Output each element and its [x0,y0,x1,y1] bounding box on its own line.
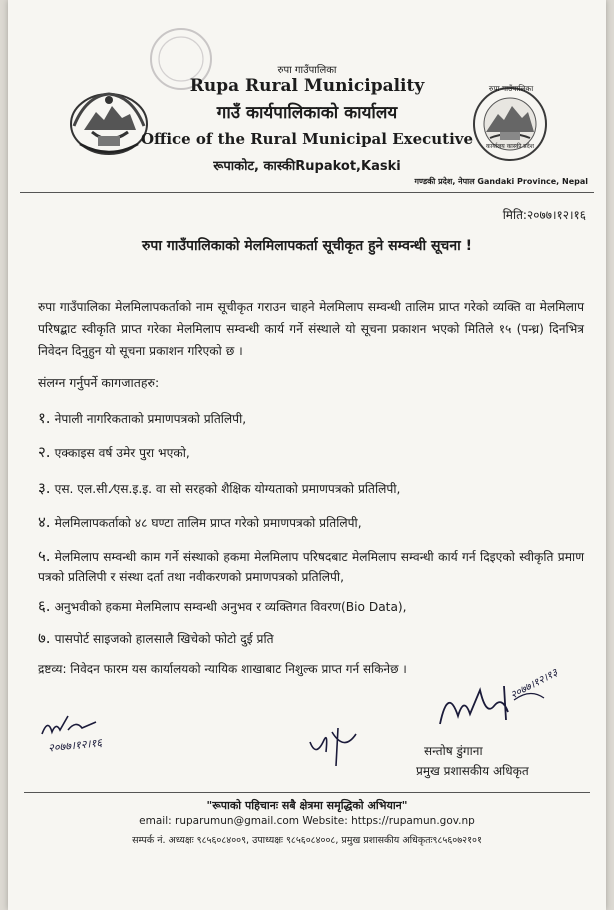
handwritten-date-right: २०७७।१२।१३ [508,666,560,702]
header-divider [20,192,594,193]
right-logo-label: रुपा गाउँपालिका [488,84,534,93]
list-item: ७. पासपोर्ट साइजको हालसालै खिचेको फोटो दुई प्रति [38,629,274,647]
attachments-heading: संलग्न गर्नुपर्ने कागजातहरु: [38,375,160,390]
list-item: ३. एस. एल.सी.⁄एस.इ.इ. वा सो सरहको शैक्षिक योग्यताको प्रमाणपत्रको प्रतिलिपी, [38,479,401,497]
municipality-name-en: Rupa Rural Municipality [189,76,425,96]
signatory-name: सन्तोष डुंगाना [424,744,483,758]
municipality-name-ne: रुपा गाउँपालिका [277,65,337,76]
signatory-title: प्रमुख प्रशासकीय अधिकृत [416,764,529,778]
office-address: रूपाकोट, कास्कीRupakot,Kaski [213,159,401,174]
office-name-ne: गाउँ कार्यपालिकाको कार्यालय [216,103,398,123]
province-line: गण्डकी प्रदेश, नेपाल Gandaki Province, Nepal [414,177,588,186]
handwritten-mark [304,722,364,772]
notice-title: रुपा गाउँपालिकाको मेलमिलापकर्ता सूचीकृत हुने सम्वन्धी सूचना ! [142,238,472,254]
notice-page [8,0,606,910]
handwritten-date-left: २०७७।१२।१६ [47,736,103,755]
list-item: ५. मेलमिलाप सम्वन्धी काम गर्ने संस्थाको हकमा मेलमिलाप परिषदबाट मेलमिलाप सम्वन्धी कार्य गर्न दिइएको स्वीकृति प्रमाण पत्रको प्रतिलिपी र संस्था दर्ता तथा नवीकरणको प्रमाणपत्रको प्रतिलिपी, [38,547,584,584]
notice-intro: रुपा गाउँपालिका मेलमिलापकर्ताको नाम सूचीकृत गराउन चाहने मेलमिलाप सम्वन्धी तालिम प्राप्त गरेको व्यक्ति वा मेलमिलाप परिषद्बाट स्वीकृति प्राप्त गरेका मेलमिलाप सम्वन्धी कार्य गर्ने संस्थाले यो सूचना प्रकाशन भएको मितिले १५ (पन्ध्र) दिनभित्र निवेदन दिनुहुन यो सूचना प्रकाशन गरिएको छ । [38,300,584,358]
notice-date: मिति:२०७७।१२।१६ [502,208,586,222]
footer-divider [24,792,590,793]
note-text: द्रष्टव्य: निवेदन फारम यस कार्यालयको न्यायिक शाखाबाट निशुल्क प्राप्त गर्न सकिनेछ । [38,662,407,676]
list-item: ६. अनुभवीको हकमा मेलमिलाप सम्वन्धी अनुभव र व्यक्तिगत विवरण(Bio Data), [38,597,407,615]
office-name-en: Office of the Rural Municipal Executive [140,130,474,148]
footer-phones: सम्पर्क नं. अध्यक्षः ९८५६०८४००९, उपाध्यक्षः ९८५६०८४००८, प्रमुख प्रशासकीय अधिकृतः९८५६०७२१०१ [132,835,482,846]
list-item: ४. मेलमिलापकर्ताको ४८ घण्टा तालिम प्राप्त गरेको प्रमाणपत्रको प्रतिलिपी, [38,513,362,531]
footer-slogan: "रूपाको पहिचानः सबै क्षेत्रमा समृद्धिको अभियान" [206,799,408,812]
footer-contact: email: ruparumun@gmail.com Website: https://rupamun.gov.np [139,815,475,827]
list-item: २. एक्काइस वर्ष उमेर पुरा भएको, [38,443,190,461]
right-logo-bottom-text: कार्यालय कास्की प्रदेश [486,143,534,150]
signature-image [434,676,584,736]
list-item: १. नेपाली नागरिकताको प्रमाणपत्रको प्रतिलिपी, [38,409,247,427]
